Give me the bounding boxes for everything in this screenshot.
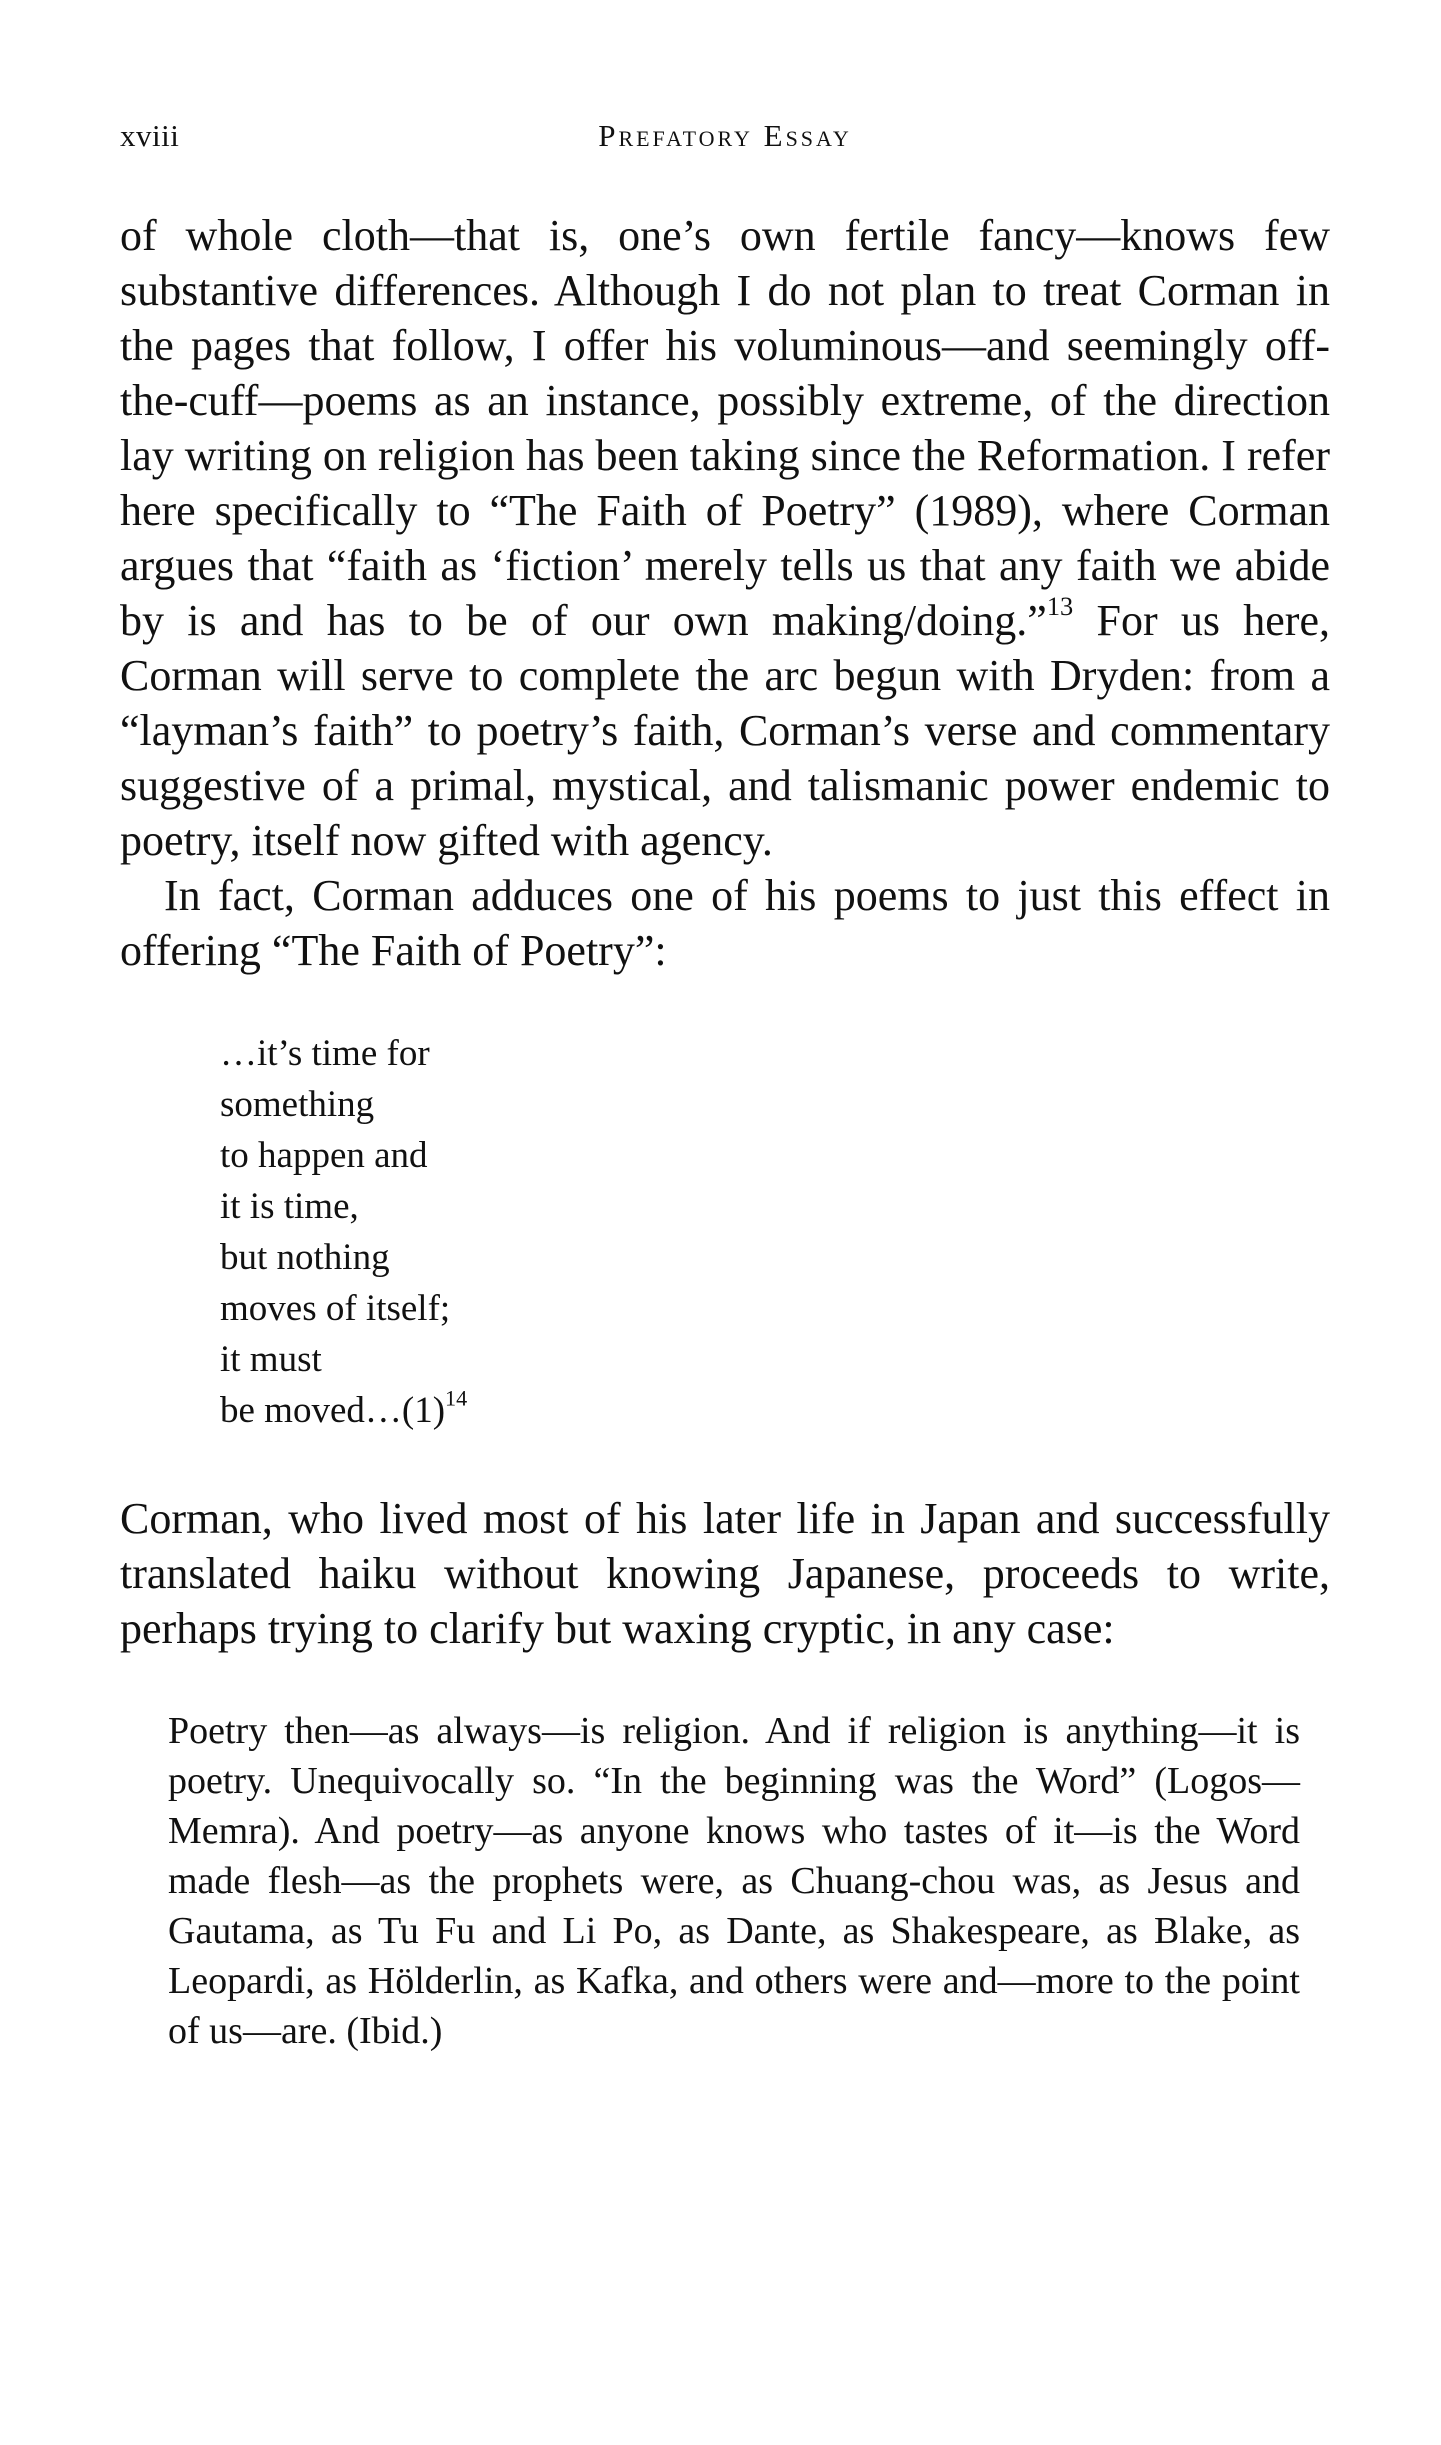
poem-line: to happen and [220, 1135, 428, 1176]
page-number: xviii [120, 118, 180, 153]
running-head-title: Prefatory Essay [598, 118, 852, 153]
running-head [120, 118, 1330, 168]
paragraph-1-continuation: For us here, Corman will serve to complete the arc begun with Dryden: from a “layman’s faith” to poetry’s faith, Corman’s verse and commentary suggestive of a primal, mystical, and talismanic power endemic to poetry, itself now gifted with agency. [120, 596, 1330, 865]
poem-line-text: be moved…(1) [220, 1390, 446, 1431]
footnote-ref-14[interactable]: 14 [445, 1385, 468, 1411]
poem-line-last [220, 1385, 1330, 1436]
poem-line: it is time, [220, 1186, 359, 1227]
paragraph-2: In fact, Corman adduces one of his poems to just this effect in offering “The Faith of Poetry”: [120, 871, 1330, 975]
poem-line: it must [220, 1339, 322, 1380]
poem-line: moves of itself; [220, 1288, 451, 1329]
poem-excerpt [220, 1028, 1330, 1436]
book-page [120, 0, 1330, 2445]
block-quote: Poetry then—as always—is religion. And if religion is anything—it is poetry. Unequivocally so. “In the beginning was the Word” (Logos—Memra). And poetry—as anyone knows who tastes of it—is the Word made flesh—as the prophets were, as Chuang-chou was, as Jesus and Gautama, as Tu Fu and Li Po, as Dante, as Shakespeare, as Blake, as Leopardi, as Hölderlin, as Kafka, and others were and—more to the point of us—are. (Ibid.) [168, 1710, 1300, 2052]
paragraph-1-text: of whole cloth—that is, one’s own fertile fancy—knows few substantive differences. Although I do not plan to treat Corman in the pages that follow, I offer his voluminous—and seemingly off-the-cuff—poems as an instance, possibly extreme, of the direction lay writing on religion has been taking since the Reformation. I refer here specifically to “The Faith of Poetry” (1989), where Corman argues that “faith as ‘fiction’ merely tells us that any faith we abide by is and has to be of our own making/doing.” [120, 211, 1330, 645]
poem-line: …it’s time for [220, 1033, 430, 1074]
paragraph-1 [120, 208, 1330, 868]
paragraph-3: Corman, who lived most of his later life in Japan and successfully translated haiku without knowing Japanese, proceeds to write, perhaps trying to clarify but waxing cryptic, in any case: [120, 1494, 1330, 1653]
footnote-ref-13[interactable]: 13 [1046, 591, 1074, 622]
poem-line: but nothing [220, 1237, 390, 1278]
body-text [120, 208, 1330, 2056]
poem-line: something [220, 1084, 375, 1125]
